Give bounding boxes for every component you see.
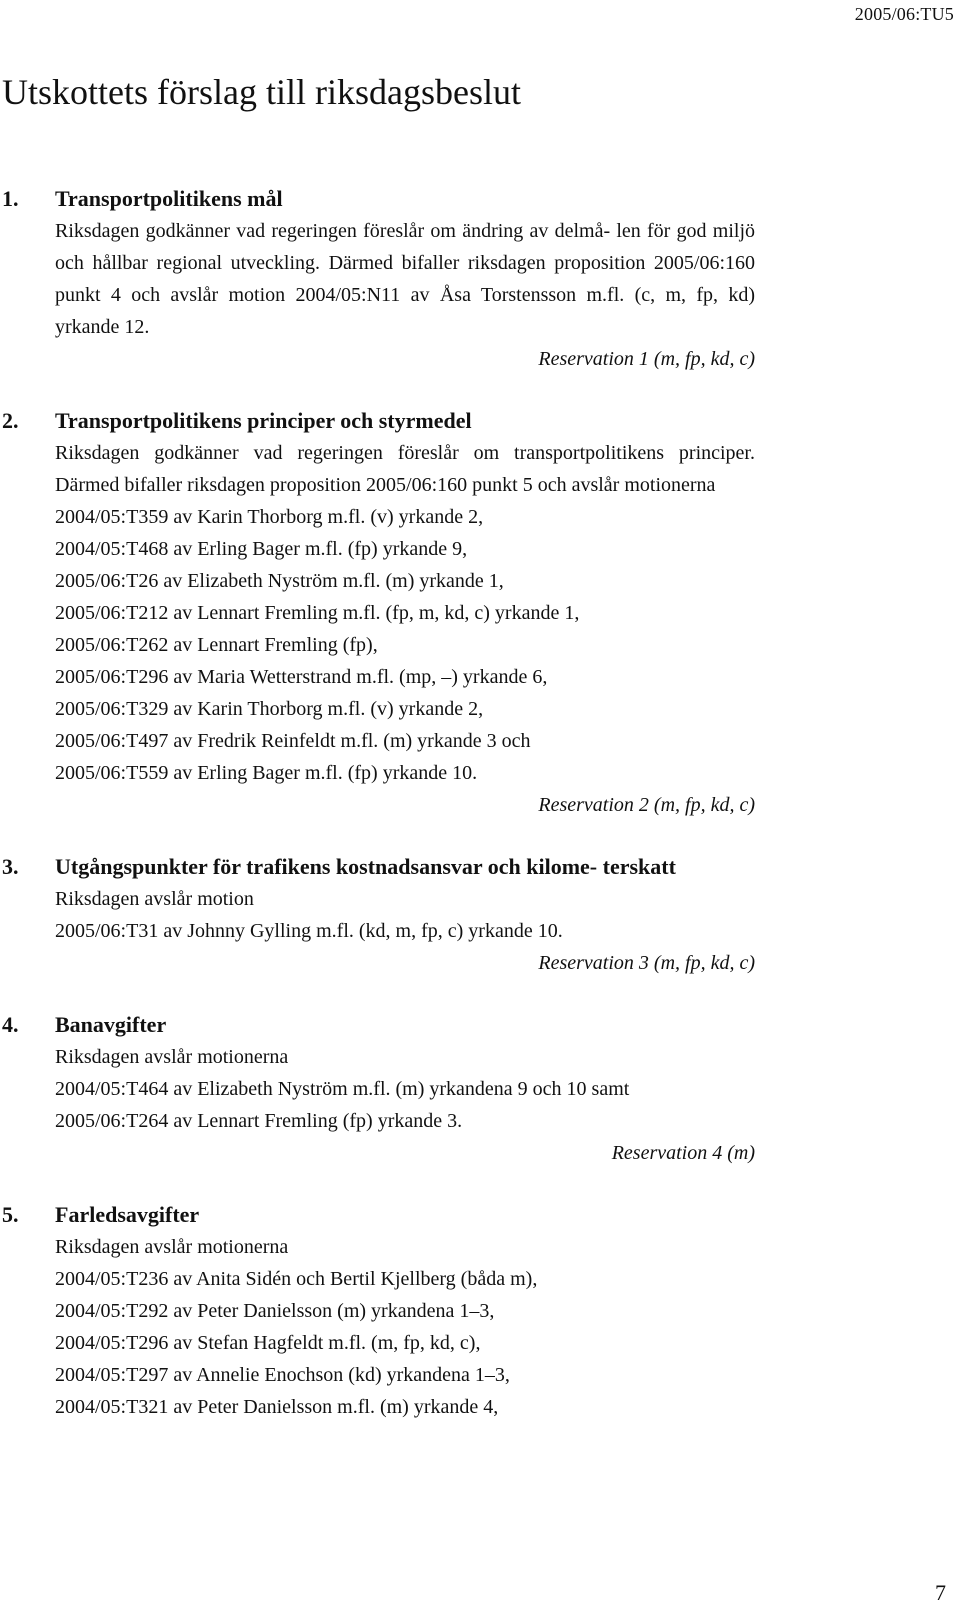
proposal-heading: Transportpolitikens mål xyxy=(55,186,283,211)
proposal-heading: Transportpolitikens principer och styrmedel xyxy=(55,408,472,433)
proposal-item-2 xyxy=(0,405,960,821)
motion-line: 2005/06:T31 av Johnny Gylling m.fl. (kd, m, fp, c) yrkande 10. xyxy=(55,920,563,942)
reservation-note: Reservation 2 (m, fp, kd, c) xyxy=(538,794,755,816)
motion-line: 2005/06:T329 av Karin Thorborg m.fl. (v) yrkande 2, xyxy=(55,698,484,720)
motion-line: 2004/05:T296 av Stefan Hagfeldt m.fl. (m, fp, kd, c), xyxy=(55,1332,481,1354)
reservation-note: Reservation 4 (m) xyxy=(611,1142,755,1164)
proposal-text: Riksdagen avslår motionerna xyxy=(55,1046,289,1068)
proposal-heading: Banavgifter xyxy=(55,1012,167,1037)
proposal-text: Riksdagen avslår motion xyxy=(55,888,254,910)
proposal-heading: Farledsavgifter xyxy=(55,1202,200,1227)
motion-line: 2005/06:T559 av Erling Bager m.fl. (fp) yrkande 10. xyxy=(55,762,478,784)
motion-line: 2005/06:T264 av Lennart Fremling (fp) yrkande 3. xyxy=(55,1110,463,1132)
proposal-number: 1. xyxy=(2,186,19,211)
page-number: 7 xyxy=(935,1580,946,1605)
proposal-text: Riksdagen avslår motionerna xyxy=(55,1236,289,1258)
motion-line: 2004/05:T468 av Erling Bager m.fl. (fp) yrkande 9, xyxy=(55,538,468,560)
motion-line: 2005/06:T497 av Fredrik Reinfeldt m.fl. (m) yrkande 3 och xyxy=(55,730,531,752)
page-title: Utskottets förslag till riksdagsbeslut xyxy=(2,72,521,112)
proposal-number: 3. xyxy=(2,854,19,879)
proposal-item-4 xyxy=(0,1009,960,1169)
proposal-text: Riksdagen godkänner vad regeringen föreslår om ändring av delmå- len för god miljö och hållbar regional utveckling. Därmed bifaller riksdagen proposition 2005/06:160 punkt 4 och avslår motion 2004/05:N11 av Åsa Torstensson m.fl. (c, m, fp, kd) yrkande 12. xyxy=(55,220,755,338)
motion-line: 2005/06:T212 av Lennart Fremling m.fl. (fp, m, kd, c) yrkande 1, xyxy=(55,602,580,624)
motion-line: 2005/06:T296 av Maria Wetterstrand m.fl. (mp, –) yrkande 6, xyxy=(55,666,548,688)
motion-line: 2004/05:T464 av Elizabeth Nyström m.fl. (m) yrkandena 9 och 10 samt xyxy=(55,1078,630,1100)
proposal-heading: Utgångspunkter för trafikens kostnadsansvar och kilome- terskatt xyxy=(55,854,676,879)
motion-line: 2005/06:T262 av Lennart Fremling (fp), xyxy=(55,634,378,656)
running-header-doc-id: 2005/06:TU5 xyxy=(854,4,954,24)
motion-line: 2004/05:T359 av Karin Thorborg m.fl. (v) yrkande 2, xyxy=(55,506,484,528)
proposal-number: 2. xyxy=(2,408,19,433)
proposal-item-3 xyxy=(0,851,960,979)
motion-line: 2005/06:T26 av Elizabeth Nyström m.fl. (m) yrkande 1, xyxy=(55,570,504,592)
proposal-item-1 xyxy=(0,183,960,375)
proposal-item-5 xyxy=(0,1199,960,1423)
proposal-text: Riksdagen godkänner vad regeringen föreslår om transportpolitikens principer. Därmed bifaller riksdagen proposition 2005/06:160 punkt 5 och avslår motionerna xyxy=(55,442,755,496)
motion-line: 2004/05:T236 av Anita Sidén och Bertil Kjellberg (båda m), xyxy=(55,1268,538,1290)
proposals-list xyxy=(0,183,960,1453)
motion-line: 2004/05:T321 av Peter Danielsson m.fl. (m) yrkande 4, xyxy=(55,1396,499,1418)
reservation-note: Reservation 1 (m, fp, kd, c) xyxy=(538,348,755,370)
motion-line: 2004/05:T292 av Peter Danielsson (m) yrkandena 1–3, xyxy=(55,1300,495,1322)
motion-line: 2004/05:T297 av Annelie Enochson (kd) yrkandena 1–3, xyxy=(55,1364,510,1386)
proposal-number: 4. xyxy=(2,1012,19,1037)
reservation-note: Reservation 3 (m, fp, kd, c) xyxy=(538,952,755,974)
proposal-number: 5. xyxy=(2,1202,19,1227)
